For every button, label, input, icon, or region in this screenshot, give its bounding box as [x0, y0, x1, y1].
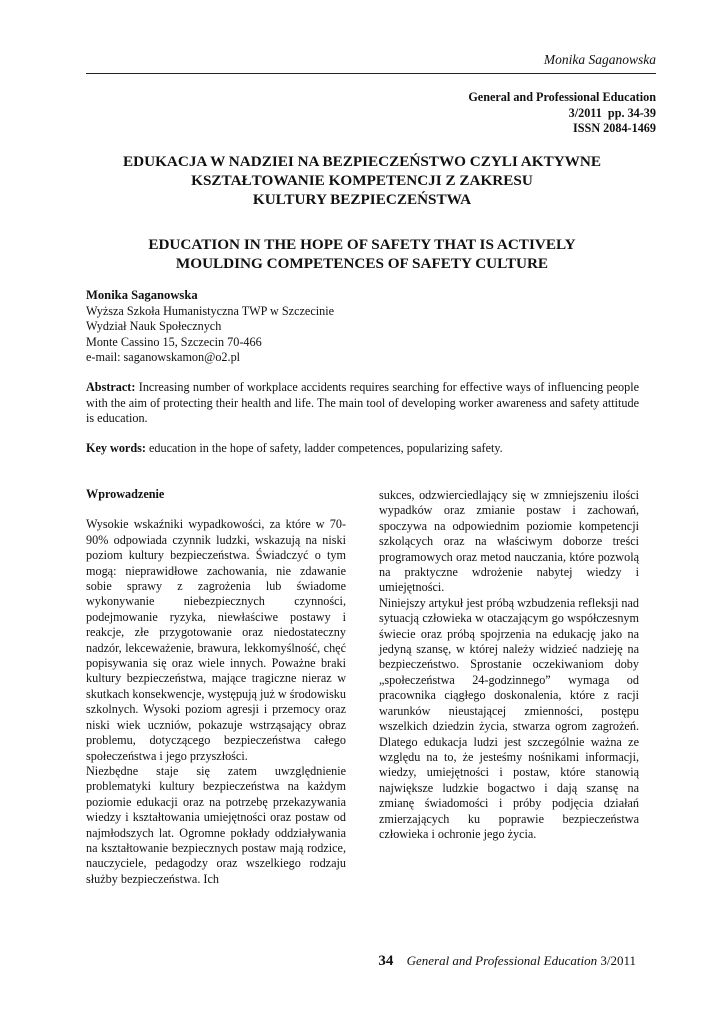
- author-block: [86, 288, 334, 366]
- footer-issue: 3/2011: [600, 953, 636, 968]
- abstract: [86, 380, 639, 427]
- title-en-line: MOULDING COMPETENCES OF SAFETY CULTURE: [175, 255, 549, 272]
- author-name: Monika Saganowska: [86, 288, 198, 302]
- page-footer: [378, 953, 636, 970]
- keywords-label: Key words:: [86, 441, 146, 455]
- body-column-left: [86, 487, 346, 887]
- author-address: Monte Cassino 15, Szczecin 70-466: [86, 334, 262, 349]
- paragraph: sukces, odzwierciedlający się w zmniejszeniu ilości wypadków oraz zmianie postaw i zachowań, spoczywa na odpowiednim poziomie kompetencji szkolących oraz na właściwym doborze treści programowych oraz metod nauczania, które pozwolą na praktyczne wdrożenie nabytej wiedzy i umiejętności.: [379, 488, 639, 595]
- body-column-right: [379, 488, 639, 842]
- abstract-label: Abstract:: [86, 380, 136, 394]
- header-rule: [86, 73, 656, 74]
- paragraph: Niniejszy artykuł jest próbą wzbudzenia refleksji nad sytuacją człowieka w otaczającym go współczesnym świecie oraz próbą spojrzenia na edukację jako na jedyną szansę, w której należy widzieć nadzieję na bezpieczeństwo. Sprostanie oczekiwaniom doby „społeczeństwa 24-godzinnego” wymaga od pracownika ciągłego doskonalenia, które z racji warunków nieustającej zmienności, postępu wszelkich dziedzin życia, stwarza ogrom zagrożeń. Dlatego edukacja ludzi jest szczególnie ważna ze względu na to, że jesteśmy nośnikami informacji, wiedzy, umiejętności i postaw, które stanowią największe ludzkie bogactwo i dają szansę na zmianę świadomości i próby podjęcia działań zmierzających ku poprawie bezpieczeństwa człowieka i ochronie jego życia.: [379, 595, 639, 841]
- title-en-line: EDUCATION IN THE HOPE OF SAFETY THAT IS ACTIVELY: [148, 236, 576, 253]
- title-pl-line: KULTURY BEZPIECZEŃSTWA: [252, 191, 472, 208]
- paragraph: Niezbędne staje się zatem uwzględnienie problematyki kultury bezpieczeństwa na każdym poziomie edukacji oraz na potrzebę przekazywania wiedzy i kształtowania umiejętności oraz postaw od najmłodszych lat. Ogromne pokłady oddziaływania na kształtowanie bezpiecznych postaw mają rodzice, nauczyciele, pedagodzy oraz wszelkiego rodzaju służby bezpieczeństwa. Ich: [86, 763, 346, 886]
- paragraph: Wysokie wskaźniki wypadkowości, za które w 70-90% odpowiada czynnik ludzki, wskazują na niski poziom kultury bezpieczeństwa. Świadczyć o tym mogą: nieprawidłowe zachowania, nie zdawanie sobie sprawy z zagrożenia lub świadome wykonywanie niebezpiecznych czynności, podejmowanie ryzyka, niewłaściwe postawy i reakcje, złe przygotowanie oraz niedostateczny nadzór, lekceważenie, brawura, lekkomyślność, chęć popisywania się oraz wiele innych. Poważne braki kultury bezpieczeństwa, mające tragiczne nieraz w skutkach konsekwencje, występują już w środowisku szkolnych. Wysoki poziom agresji i przemocy oraz niski wiek uczniów, pokazuje wstrząsający obraz problemu, dotyczącego bezpieczeństwa całego społeczeństwa i jego przyszłości.: [86, 517, 346, 763]
- author-affiliation: Wyższa Szkoła Humanistyczna TWP w Szczecinie: [86, 303, 335, 318]
- journal-issue: 3/2011 pp. 34-39: [568, 105, 656, 120]
- section-heading: Wprowadzenie: [86, 487, 165, 501]
- footer-journal-name: General and Professional Education: [406, 953, 598, 968]
- keywords: [86, 441, 639, 457]
- author-email: e-mail: saganowskamon@o2.pl: [86, 350, 241, 364]
- title-english: [70, 235, 654, 273]
- abstract-text: Increasing number of workplace accidents requires searching for effective ways of influencing people with the aim of protecting their health and life. The main tool of developing worker awareness and safety attitude is education.: [86, 380, 640, 426]
- journal-name: General and Professional Education: [468, 90, 656, 104]
- title-pl-line: EDUKACJA W NADZIEI NA BEZPIECZEŃSTWO CZYLI AKTYWNE: [123, 153, 601, 170]
- author-faculty: Wydział Nauk Społecznych: [86, 319, 222, 333]
- title-pl-line: KSZTAŁTOWANIE KOMPETENCJI Z ZAKRESU: [191, 172, 533, 189]
- running-header-author: Monika Saganowska: [543, 52, 656, 67]
- journal-issn: ISSN 2084-1469: [573, 121, 656, 135]
- journal-info: [468, 90, 656, 137]
- keywords-text: education in the hope of safety, ladder competences, popularizing safety.: [148, 441, 503, 455]
- title-polish: [70, 152, 654, 209]
- page-number: 34: [378, 953, 394, 969]
